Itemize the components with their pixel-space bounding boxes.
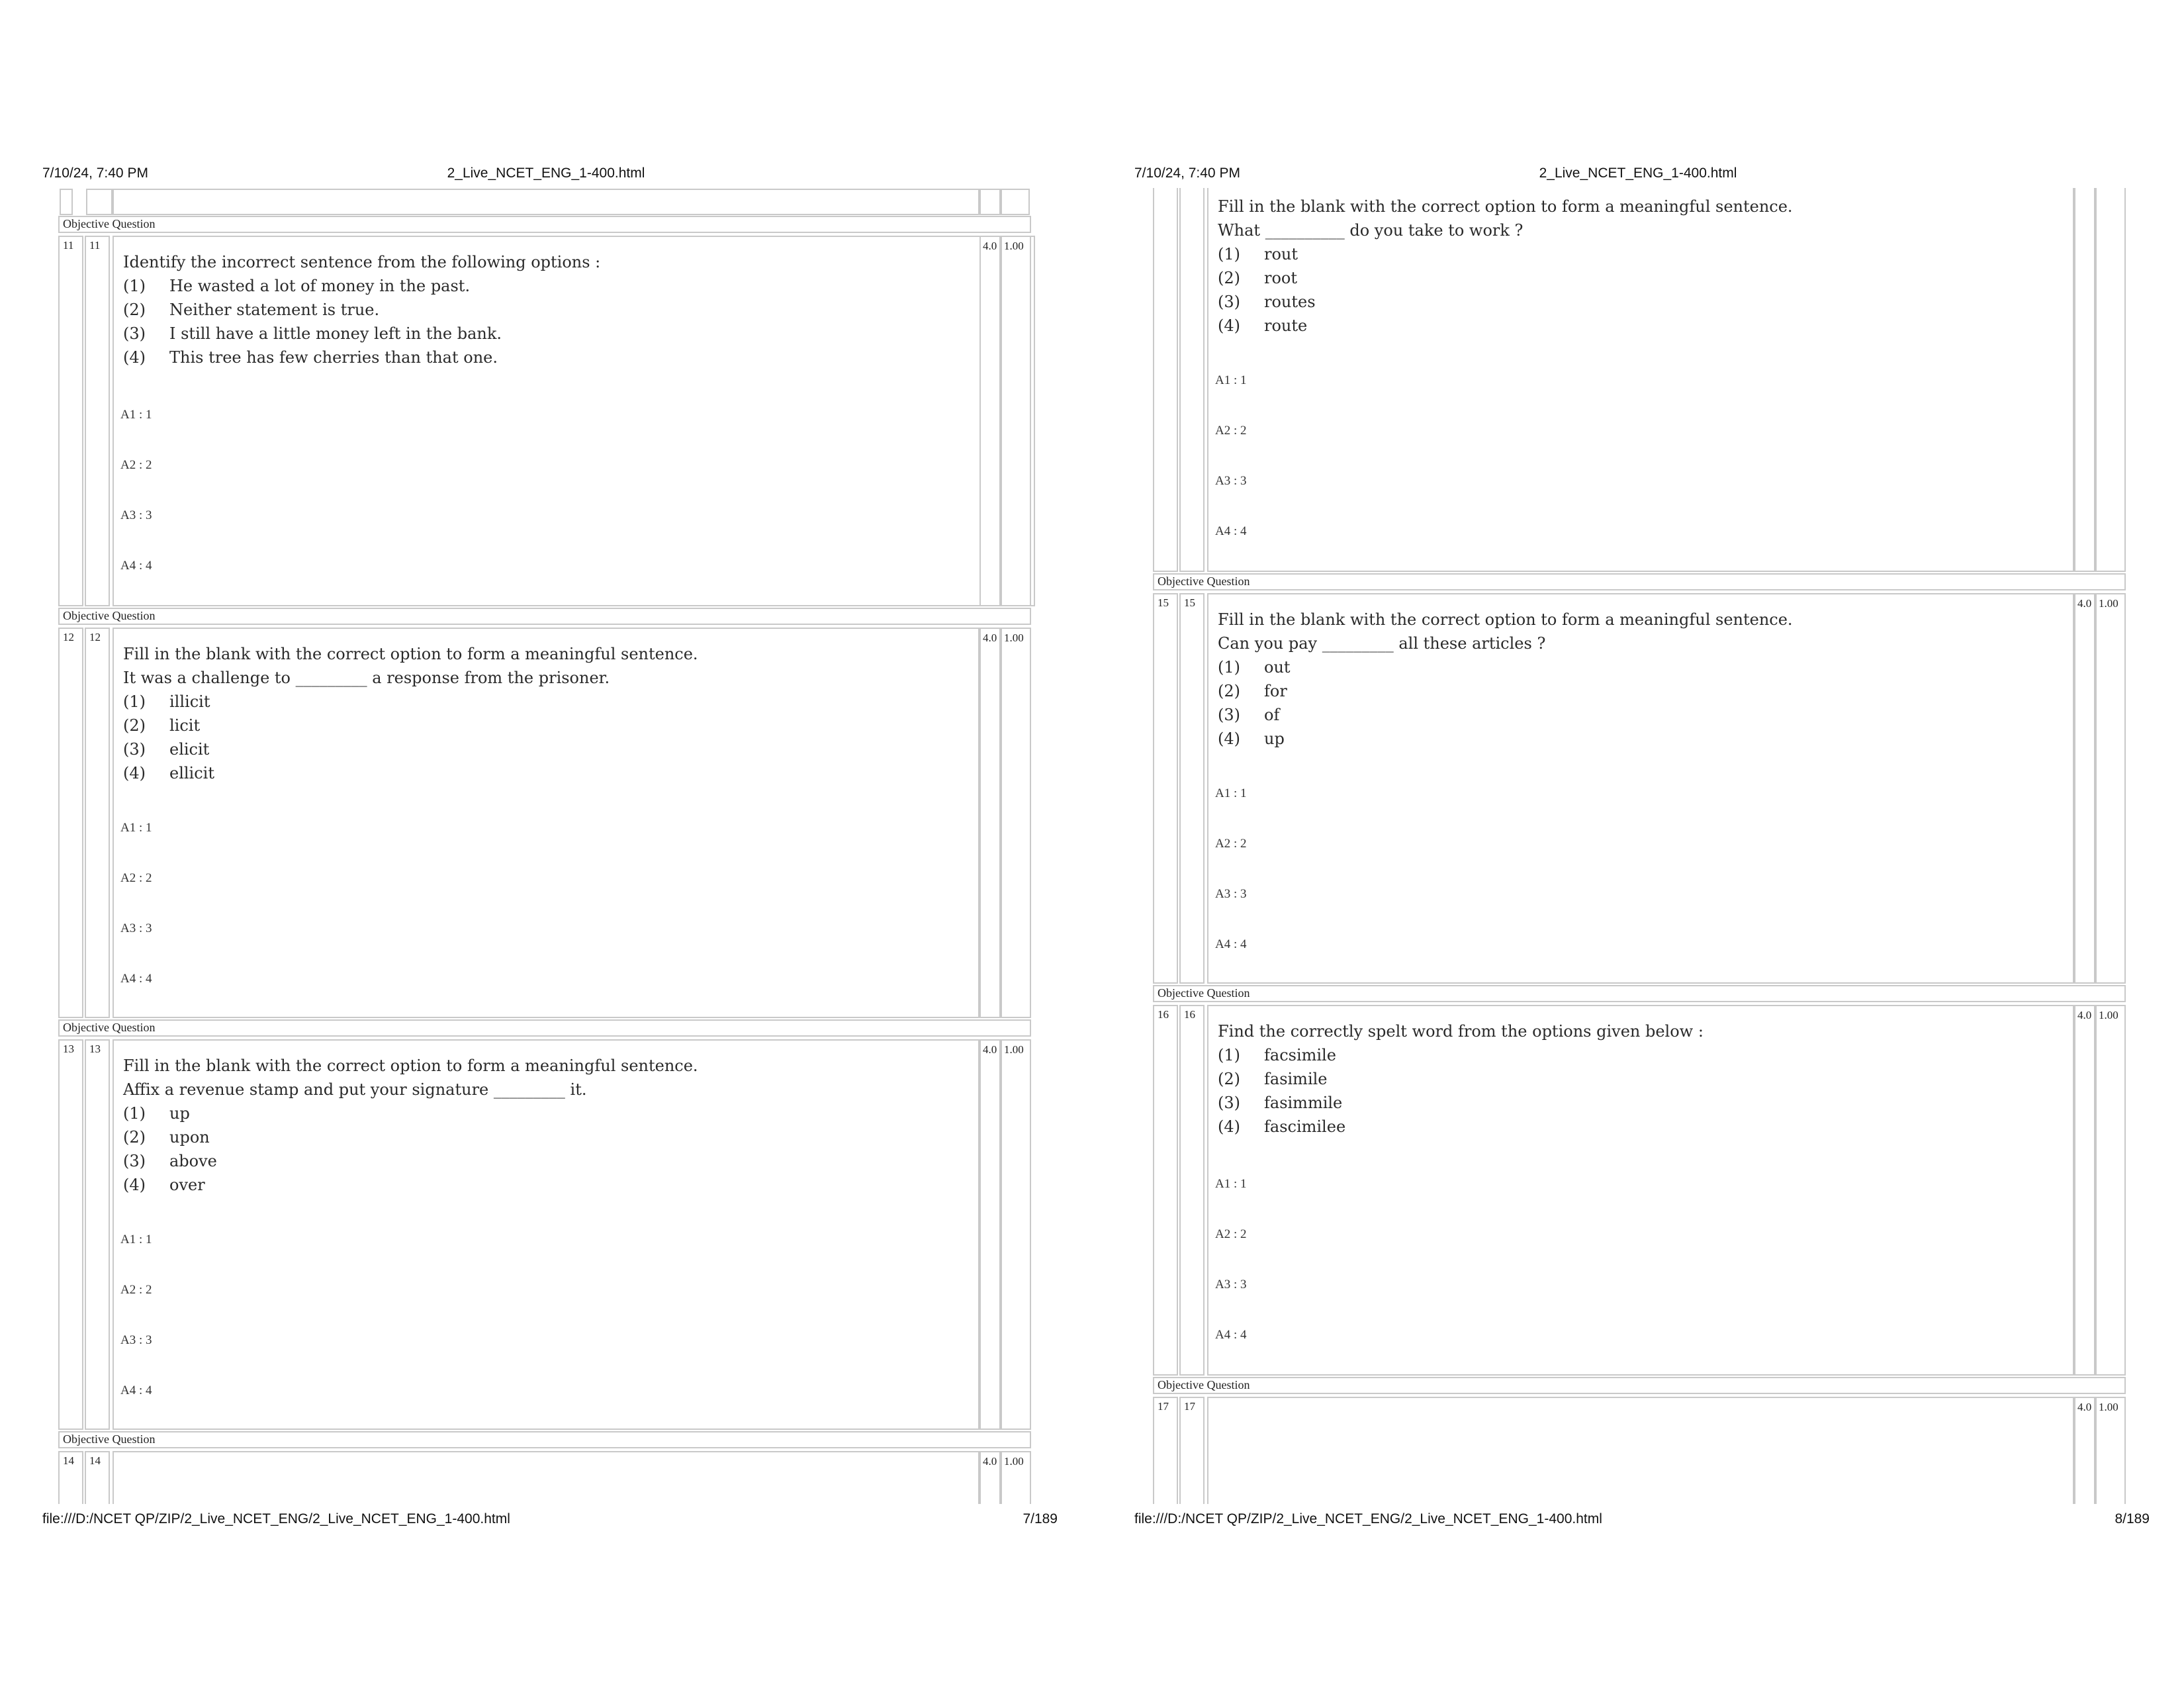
answer-key: A2 : 2 <box>120 458 152 472</box>
negative-marks: 1.00 <box>2095 1005 2126 1376</box>
serial-number: 17 <box>1153 1397 1178 1504</box>
question-number: 17 <box>1179 1397 1205 1504</box>
negative-marks: 1.00 <box>1001 628 1031 1018</box>
negative-marks: 1.00 <box>1001 236 1031 606</box>
question-type-label: Objective Question <box>1153 985 2126 1002</box>
question-number: 12 <box>85 628 110 1018</box>
option-2: (2) for <box>1218 682 1287 700</box>
question-text <box>123 1054 698 1197</box>
question-content <box>113 1039 979 1430</box>
answer-key: A1 : 1 <box>120 1233 152 1246</box>
question-content <box>1207 188 2074 572</box>
question-content <box>113 628 979 1018</box>
table-stub <box>60 189 73 215</box>
question-number: 11 <box>85 236 110 606</box>
negative-marks: 1.00 <box>1001 1039 1031 1430</box>
option-2: (2) Neither statement is true. <box>123 301 380 319</box>
question-text <box>1218 1019 1704 1139</box>
serial-number: 14 <box>58 1451 83 1504</box>
question-number: 14 <box>85 1451 110 1504</box>
option-4: (4) fascimilee <box>1218 1117 1346 1136</box>
option-1: (1) facsimile <box>1218 1046 1336 1064</box>
header-date: 7/10/24, 7:40 PM <box>1134 165 1240 181</box>
question-type-label: Objective Question <box>58 216 1031 233</box>
header-title: 2_Live_NCET_ENG_1-400.html <box>1539 165 1737 181</box>
marks: 4.0 <box>979 628 1001 1018</box>
table-stub <box>1153 188 1178 572</box>
answer-key: A4 : 4 <box>120 1383 152 1397</box>
answer-key: A3 : 3 <box>1215 474 1247 488</box>
answer-key: A1 : 1 <box>1215 786 1247 800</box>
option-4: (4) This tree has few cherries than that one. <box>123 348 498 367</box>
footer-path: file:///D:/NCET QP/ZIP/2_Live_NCET_ENG/2_Live_NCET_ENG_1-400.html <box>42 1511 510 1526</box>
answer-key: A4 : 4 <box>120 559 152 573</box>
question-number: 15 <box>1179 593 1205 984</box>
question-type-label: Objective Question <box>1153 573 2126 590</box>
question-line: Fill in the blank with the correct option to form a meaningful sentence. <box>123 1056 698 1075</box>
table-stub <box>2095 188 2126 572</box>
answer-key: A3 : 3 <box>1215 887 1247 901</box>
answer-key: A1 : 1 <box>120 408 152 422</box>
option-4: (4) route <box>1218 316 1308 335</box>
serial-number: 15 <box>1153 593 1178 984</box>
answer-key: A4 : 4 <box>1215 1328 1247 1342</box>
question-line: Identify the incorrect sentence from the following options : <box>123 253 601 271</box>
question-content <box>1207 593 2074 984</box>
serial-number: 11 <box>58 236 83 606</box>
option-1: (1) up <box>123 1104 190 1123</box>
answer-key: A2 : 2 <box>120 1283 152 1297</box>
option-4: (4) over <box>123 1176 205 1194</box>
marks: 4.0 <box>2074 1397 2095 1504</box>
question-text <box>1218 608 1793 751</box>
question-content <box>1207 1397 2074 1504</box>
page-right <box>1092 0 2184 1688</box>
answer-key: A3 : 3 <box>120 1333 152 1347</box>
question-line: Fill in the blank with the correct option to form a meaningful sentence. <box>123 645 698 663</box>
option-4: (4) ellicit <box>123 764 214 782</box>
question-number: 13 <box>85 1039 110 1430</box>
question-line: Can you pay _________ all these articles ? <box>1218 634 1546 653</box>
option-3: (3) routes <box>1218 293 1316 311</box>
question-type-label: Objective Question <box>1153 1377 2126 1394</box>
question-number: 16 <box>1179 1005 1205 1376</box>
answer-key: A2 : 2 <box>120 871 152 885</box>
option-3: (3) of <box>1218 706 1280 724</box>
serial-number: 13 <box>58 1039 83 1430</box>
question-line: Find the correctly spelt word from the options given below : <box>1218 1022 1704 1041</box>
question-line: It was a challenge to _________ a response from the prisoner. <box>123 669 610 687</box>
answer-key: A2 : 2 <box>1215 1227 1247 1241</box>
option-3: (3) fasimmile <box>1218 1094 1343 1112</box>
option-2: (2) root <box>1218 269 1298 287</box>
footer-path: file:///D:/NCET QP/ZIP/2_Live_NCET_ENG/2_Live_NCET_ENG_1-400.html <box>1134 1511 1602 1526</box>
question-content <box>113 236 1035 606</box>
answer-key: A2 : 2 <box>1215 424 1247 438</box>
table-stub <box>1001 189 1030 215</box>
question-content <box>113 1451 979 1504</box>
answer-key: A4 : 4 <box>1215 937 1247 951</box>
option-1: (1) illicit <box>123 692 210 711</box>
question-type-label: Objective Question <box>58 608 1031 625</box>
marks: 4.0 <box>979 236 1001 606</box>
table-stub <box>2074 188 2095 572</box>
option-2: (2) licit <box>123 716 201 735</box>
marks: 4.0 <box>979 1451 1001 1504</box>
answer-key: A1 : 1 <box>1215 373 1247 387</box>
question-text <box>123 250 600 369</box>
question-content <box>1207 1005 2074 1376</box>
answer-key: A3 : 3 <box>1215 1278 1247 1291</box>
question-line: Fill in the blank with the correct option to form a meaningful sentence. <box>1218 610 1793 629</box>
serial-number: 12 <box>58 628 83 1018</box>
option-2: (2) upon <box>123 1128 210 1147</box>
option-1: (1) He wasted a lot of money in the past. <box>123 277 471 295</box>
footer-page-number: 8/189 <box>2115 1511 2150 1526</box>
footer-page-number: 7/189 <box>1023 1511 1058 1526</box>
option-1: (1) rout <box>1218 245 1298 263</box>
question-line: What __________ do you take to work ? <box>1218 221 1524 240</box>
table-stub <box>113 189 979 215</box>
question-line: Fill in the blank with the correct option to form a meaningful sentence. <box>1218 197 1793 216</box>
table-stub <box>1179 188 1205 572</box>
option-3: (3) I still have a little money left in the bank. <box>123 324 502 343</box>
answer-key: A1 : 1 <box>1215 1177 1247 1191</box>
question-text <box>1218 195 1793 338</box>
marks: 4.0 <box>2074 593 2095 984</box>
table-stub <box>86 189 113 215</box>
answer-key: A3 : 3 <box>120 508 152 522</box>
answer-key: A1 : 1 <box>120 821 152 835</box>
serial-number: 16 <box>1153 1005 1178 1376</box>
question-text <box>123 642 698 785</box>
marks: 4.0 <box>979 1039 1001 1430</box>
marks: 4.0 <box>2074 1005 2095 1376</box>
option-3: (3) above <box>123 1152 217 1170</box>
header-title: 2_Live_NCET_ENG_1-400.html <box>447 165 645 181</box>
answer-key: A4 : 4 <box>1215 524 1247 538</box>
answer-key: A3 : 3 <box>120 921 152 935</box>
question-type-label: Objective Question <box>58 1019 1031 1037</box>
answer-key: A4 : 4 <box>120 972 152 986</box>
negative-marks: 1.00 <box>2095 1397 2126 1504</box>
negative-marks: 1.00 <box>1001 1451 1031 1504</box>
header-date: 7/10/24, 7:40 PM <box>42 165 148 181</box>
option-2: (2) fasimile <box>1218 1070 1328 1088</box>
answer-key: A2 : 2 <box>1215 837 1247 851</box>
table-stub <box>979 189 1001 215</box>
question-line: Affix a revenue stamp and put your signature _________ it. <box>123 1080 587 1099</box>
option-1: (1) out <box>1218 658 1291 677</box>
option-3: (3) elicit <box>123 740 210 759</box>
negative-marks: 1.00 <box>2095 593 2126 984</box>
option-4: (4) up <box>1218 729 1285 748</box>
question-type-label: Objective Question <box>58 1431 1031 1448</box>
